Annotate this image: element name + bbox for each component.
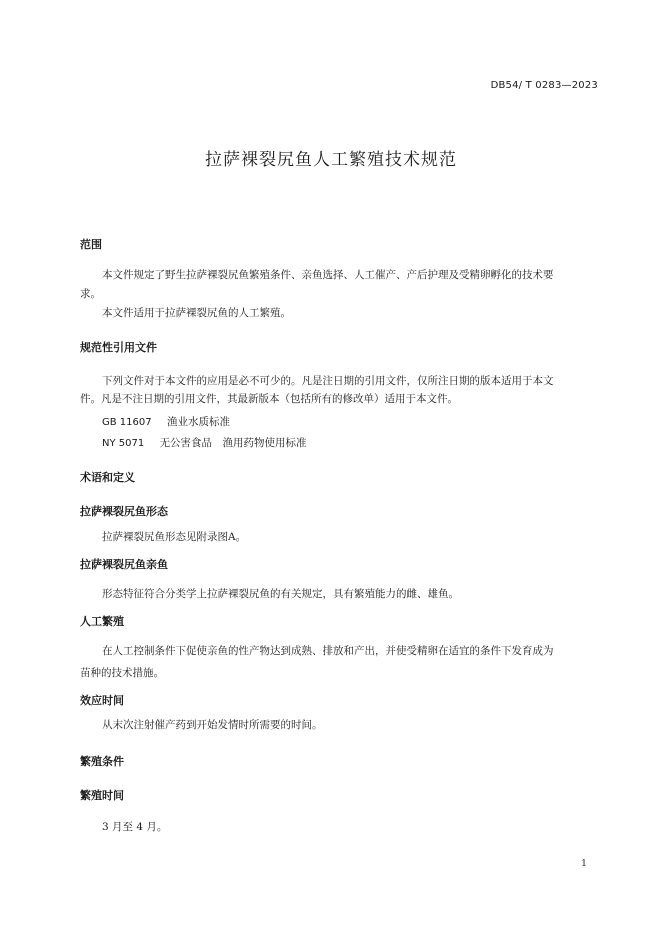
reference-name: 无公害食品 渔用药物使用标准	[159, 437, 307, 449]
document-code: DB54/ T 0283—2023	[490, 80, 598, 91]
heading-breeding-conditions: 繁殖条件	[80, 755, 124, 768]
reference-name: 渔业水质标准	[166, 416, 230, 428]
term-morphology-heading: 拉萨裸裂尻鱼形态	[80, 505, 168, 518]
reference-code: NY 5071	[102, 438, 145, 449]
scope-paragraph-line1: 本文件规定了野生拉萨裸裂尻鱼繁殖条件、亲鱼选择、人工催产、产后护理及受精卵孵化的技术要	[102, 269, 554, 281]
scope-applicability: 本文件适用于拉萨裸裂尻鱼的人工繁殖。	[102, 307, 291, 319]
term-artificial-heading: 人工繁殖	[80, 615, 124, 628]
term-artificial-line2: 苗种的技术措施。	[80, 667, 164, 679]
document-title: 拉萨裸裂尻鱼人工繁殖技术规范	[205, 150, 457, 170]
reference-item	[102, 413, 230, 432]
breeding-time-text: 3 月至 4 月。	[102, 821, 168, 833]
scope-paragraph-line2: 求。	[80, 288, 101, 300]
heading-normative-references: 规范性引用文件	[80, 341, 157, 354]
term-artificial-line1: 在人工控制条件下促使亲鱼的性产物达到成熟、排放和产出，并使受精卵在适宜的条件下发育成为	[102, 645, 554, 657]
term-broodstock-heading: 拉萨裸裂尻鱼亲鱼	[80, 558, 168, 571]
page-number: 1	[581, 858, 588, 869]
normative-paragraph-line1: 下列文件对于本文件的应用是必不可少的。凡是注日期的引用文件，仅所注日期的版本适用于本文	[102, 375, 554, 387]
term-broodstock-text: 形态特征符合分类学上拉萨裸裂尻鱼的有关规定，具有繁殖能力的雌、雄鱼。	[102, 588, 459, 600]
reference-item	[102, 434, 307, 453]
term-morphology-text: 拉萨裸裂尻鱼形态见附录图A。	[102, 531, 247, 543]
heading-breeding-time: 繁殖时间	[80, 789, 124, 802]
heading-terms: 术语和定义	[80, 471, 135, 484]
term-effect-time-heading: 效应时间	[80, 694, 124, 707]
reference-code: GB 11607	[102, 417, 152, 428]
normative-paragraph-line2: 件。凡是不注日期的引用文件，其最新版本（包括所有的修改单）适用于本文件。	[80, 393, 458, 405]
term-effect-time-text: 从末次注射催产药到开始发情时所需要的时间。	[102, 719, 323, 731]
heading-scope: 范围	[80, 238, 102, 251]
